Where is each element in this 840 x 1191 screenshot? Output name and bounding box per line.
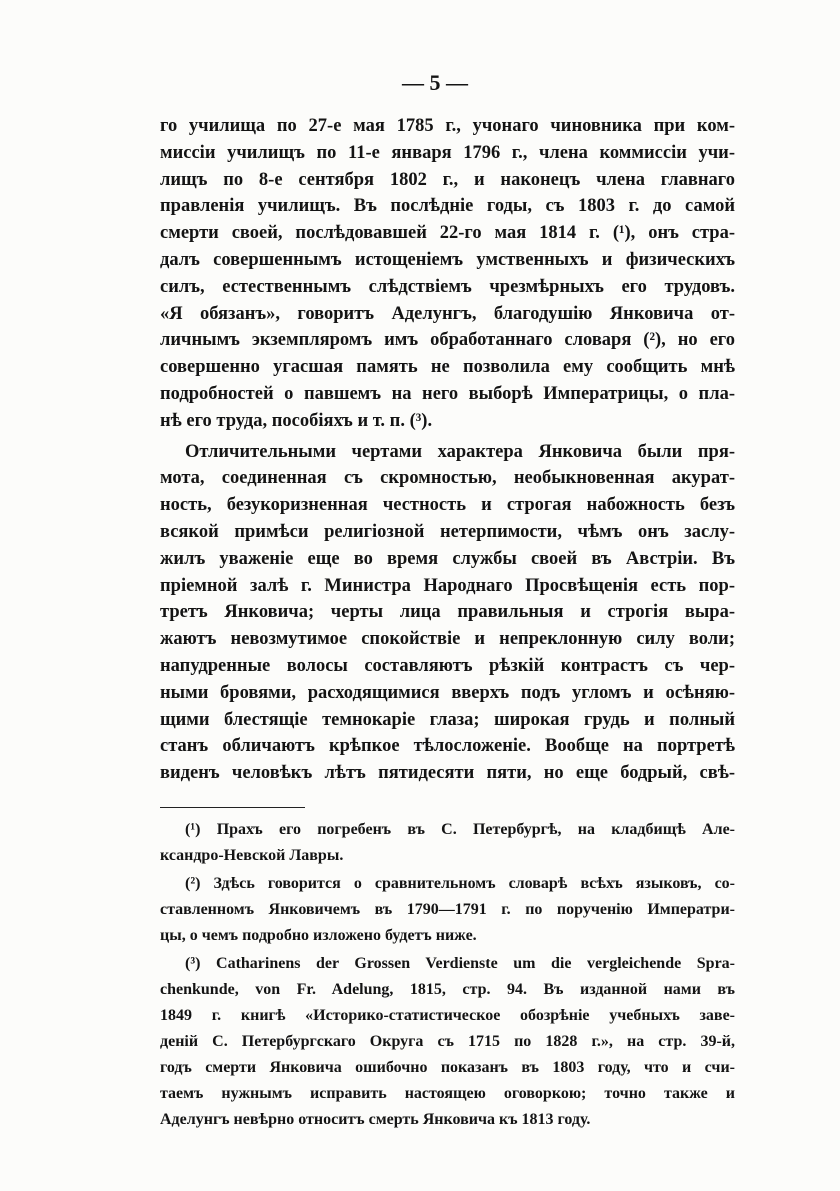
footnote-line: ставленномъ Янковичемъ въ 1790—1791 г. по порученію Императри-	[160, 901, 735, 918]
body-text-line: миссіи училищъ по 11-е января 1796 г., члена коммиссіи учи-	[160, 142, 735, 163]
body-text-line: смерти своей, послѣдовавшей 22-го мая 1814 г. (¹), онъ стра-	[160, 223, 735, 244]
footnote-line: цы, о чемъ подробно изложено будетъ ниже.	[160, 927, 477, 944]
body-text-line: лищъ по 8-е сентября 1802 г., и наконецъ члена главнаго	[160, 169, 735, 190]
footnote-2	[160, 871, 735, 949]
body-text-line: всякой примѣси религіозной нетерпимости, чѣмъ онъ заслу-	[160, 521, 735, 542]
footnotes	[160, 817, 735, 1133]
footnote-3	[160, 951, 735, 1133]
footnote-line: Аделунгъ невѣрно относитъ смерть Янковича къ 1813 году.	[160, 1111, 591, 1128]
paragraph	[160, 113, 735, 435]
body-text-line: третъ Янковича; черты лица правильныя и строгія выра-	[160, 602, 735, 623]
body-text-line: напудренные волосы составляютъ рѣзкій контрастъ съ чер-	[160, 655, 735, 676]
footnote-line: (³) Catharinens der Grossen Verdienste um die vergleichende Spra-	[185, 955, 735, 972]
footnote-line: деній С. Петербургскаго Округа съ 1715 по 1828 г.», на стр. 39-й,	[160, 1033, 735, 1050]
body-text-line: Отличительными чертами характера Янковича были пря-	[185, 441, 735, 462]
footnote-line: 1849 г. книгѣ «Историко-статистическое обозрѣніе учебныхъ заве-	[160, 1007, 735, 1024]
body-text-line: виденъ человѣкъ лѣтъ пятидесяти пяти, но еще бодрый, свѣ-	[160, 763, 735, 784]
body-text-line: станъ обличаютъ крѣпкое тѣлосложеніе. Вообще на портретѣ	[160, 736, 735, 757]
footnote-line: (¹) Прахъ его погребенъ въ С. Петербургѣ, на кладбищѣ Але-	[185, 821, 735, 838]
page-number: — 5 —	[402, 70, 468, 95]
footnote-divider	[160, 807, 305, 808]
body-text-line: личнымъ экземпляромъ имъ обработаннаго словаря (²), но его	[160, 330, 735, 351]
body-text-line: мота, соединенная съ скромностью, необыкновенная акурат-	[160, 468, 735, 489]
body-text-line: далъ совершеннымъ истощеніемъ умственныхъ и физическихъ	[160, 249, 735, 270]
footnote-1	[160, 817, 735, 869]
body-text-line: правленія училищъ. Въ послѣдніе годы, съ 1803 г. до самой	[160, 196, 735, 217]
body-text-line: щими блестящіе темнокаріе глаза; широкая грудь и полный	[160, 709, 735, 730]
footnote-line: ксандро-Невской Лавры.	[160, 847, 344, 864]
body-text-line: жилъ уваженіе еще во время службы своей въ Австріи. Въ	[160, 548, 735, 569]
body-text-line: нѣ его труда, пособіяхъ и т. п. (³).	[160, 410, 433, 431]
body-text-line: силъ, естественнымъ слѣдствіемъ чрезмѣрныхъ его трудовъ.	[160, 276, 735, 297]
body-text-line: жаютъ невозмутимое спокойствіе и непреклонную силу воли;	[160, 629, 735, 650]
body-text-line: совершенно угасшая память не позволила ему сообщить мнѣ	[160, 357, 735, 378]
body-text-line: ными бровями, расходящимися вверхъ подъ угломъ и осѣняю-	[160, 682, 735, 703]
body-text-line: го училища по 27-е мая 1785 г., учонаго чиновника при ком-	[160, 116, 735, 136]
body-text-line: «Я обязанъ», говоритъ Аделунгъ, благодушію Янковича от-	[160, 303, 735, 324]
footnote-line: (²) Здѣсь говорится о сравнительномъ словарѣ всѣхъ языковъ, со-	[185, 875, 735, 892]
footnote-line: годъ смерти Янковича ошибочно показанъ въ 1803 году, что и счи-	[160, 1059, 735, 1076]
main-text	[160, 113, 735, 787]
body-text-line: пріемной залѣ г. Министра Народнаго Просвѣщенія есть пор-	[160, 575, 735, 596]
body-text-line: ность, безукоризненная честность и строгая набожность безъ	[160, 495, 735, 516]
footnote-line: chenkunde, von Fr. Adelung, 1815, стр. 94. Въ изданной нами въ	[160, 981, 735, 998]
paragraph	[160, 439, 735, 787]
footnote-line: таемъ нужнымъ исправить настоящею оговоркою; точно также и	[160, 1085, 735, 1102]
body-text-line: подробностей о павшемъ на него выборѣ Императрицы, о пла-	[160, 383, 735, 404]
